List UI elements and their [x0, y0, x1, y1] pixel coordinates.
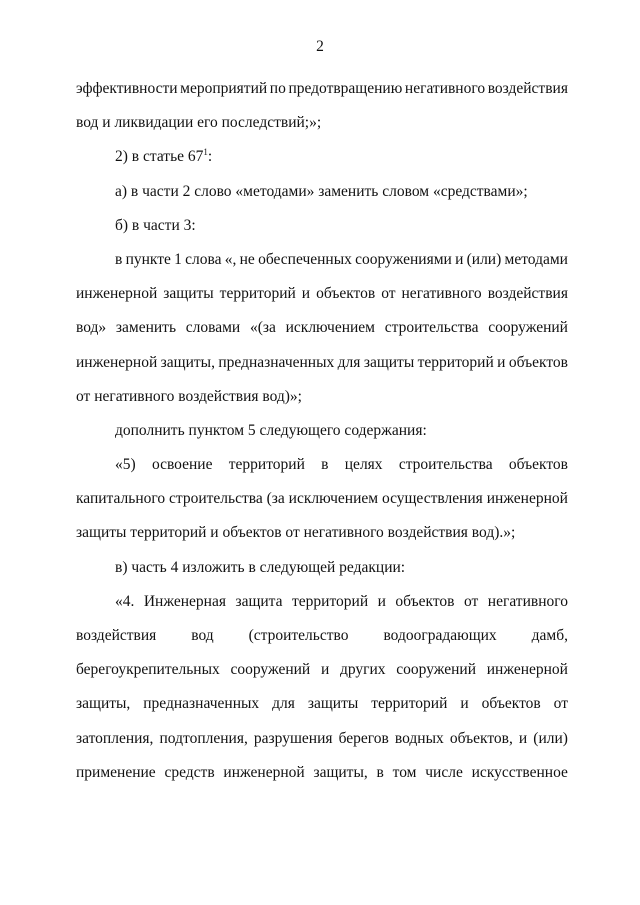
- document-body: [76, 72, 568, 790]
- word: территорий: [417, 353, 494, 371]
- text-line: [76, 414, 568, 448]
- word: защиты: [307, 695, 359, 713]
- word: предотвращению: [288, 80, 403, 97]
- word: «5): [115, 456, 136, 474]
- word: и: [518, 729, 528, 747]
- word: числе: [425, 763, 463, 781]
- word: и: [320, 661, 330, 679]
- word: исключением: [288, 490, 379, 508]
- word: и: [460, 695, 469, 713]
- word: (за: [266, 490, 285, 508]
- word: и: [301, 285, 311, 303]
- text-line: [76, 346, 568, 380]
- line-text: дополнить пунктом 5 следующего содержания:: [115, 421, 427, 439]
- line-text: от негативного воздействия вод)»;: [76, 387, 302, 405]
- word: (или): [466, 250, 502, 268]
- word: том: [392, 763, 417, 781]
- text-line: [76, 311, 568, 345]
- word: заменить: [115, 319, 177, 337]
- word: инженерной: [223, 763, 305, 781]
- word: сооружений: [488, 319, 568, 337]
- word: в: [115, 250, 123, 268]
- text-line: [76, 448, 568, 482]
- word: воздействия: [487, 285, 568, 303]
- word: от: [463, 592, 479, 610]
- word: вод: [191, 627, 214, 644]
- word: Инженерная: [143, 592, 226, 610]
- word: водных: [394, 729, 444, 747]
- text-line: [76, 482, 568, 516]
- word: объектов: [316, 285, 376, 303]
- word: применение: [76, 763, 156, 781]
- text-line: [76, 140, 568, 174]
- word: воздействия: [487, 80, 568, 97]
- word: (строительство: [248, 627, 349, 644]
- word: и: [497, 353, 506, 371]
- word: строительства: [398, 456, 493, 474]
- word: по: [269, 80, 286, 97]
- word: осуществления: [381, 490, 483, 508]
- text-line: [76, 516, 568, 550]
- text-line: [76, 175, 568, 209]
- word: территорий: [219, 285, 296, 303]
- word: от: [381, 285, 396, 303]
- word: целях: [344, 456, 383, 474]
- line-text: 2) в статье 67: [115, 148, 204, 166]
- word: исключением: [285, 319, 375, 337]
- word: для: [337, 353, 361, 371]
- word: освоение: [151, 456, 213, 474]
- word: словами: [185, 319, 241, 337]
- word: защиты,: [76, 695, 131, 713]
- word: объектов: [481, 695, 541, 713]
- line-tail: :: [207, 148, 213, 166]
- word: предназначенных: [218, 353, 335, 371]
- word: защита: [235, 592, 283, 610]
- word: капитального: [76, 490, 166, 508]
- line-text: а) в части 2 слово «методами» заменить словом «средствами»;: [115, 182, 528, 200]
- word: инженерной: [76, 285, 158, 303]
- word: «,: [224, 250, 237, 268]
- word: «(за: [249, 319, 276, 337]
- line-text: вод и ликвидации его последствий;»;: [76, 114, 322, 132]
- word: пункте: [125, 250, 171, 268]
- word: инженерной: [486, 490, 568, 508]
- word: сооружениями: [355, 250, 452, 268]
- word: подтопления,: [159, 729, 248, 747]
- word: негативного: [401, 285, 482, 303]
- word: предназначенных: [143, 695, 260, 713]
- word: в: [321, 456, 329, 474]
- text-line: [76, 756, 568, 790]
- superscript: 1: [203, 147, 208, 158]
- line-text: в) часть 4 изложить в следующей редакции:: [115, 558, 406, 576]
- word: и: [377, 592, 386, 610]
- text-line: [76, 243, 568, 277]
- text-line: [76, 551, 568, 585]
- word: берегов: [338, 729, 389, 747]
- line-text: б) в части 3:: [115, 216, 196, 234]
- word: территорий: [228, 456, 305, 474]
- word: строительства: [384, 319, 479, 337]
- word: средств: [164, 763, 215, 781]
- word: защиты,: [160, 353, 215, 371]
- word: защиты: [163, 285, 214, 303]
- word: территорий: [292, 592, 369, 610]
- word: 1: [174, 250, 182, 268]
- word: вод»: [76, 319, 107, 337]
- word: сооружений: [230, 661, 311, 679]
- text-line: [76, 722, 568, 756]
- word: не: [239, 250, 255, 268]
- word: «4.: [115, 592, 135, 610]
- text-line: [76, 687, 568, 721]
- word: объектов: [508, 456, 568, 474]
- word: слова: [185, 250, 222, 268]
- word: территорий: [371, 695, 448, 713]
- word: мероприятий: [180, 80, 268, 97]
- word: воздействия: [76, 627, 157, 644]
- word: инженерной: [486, 661, 568, 679]
- text-line: [76, 106, 568, 140]
- word: объектов,: [449, 729, 513, 747]
- word: в: [376, 763, 384, 781]
- word: от: [553, 695, 568, 713]
- word: эффективности: [76, 80, 178, 97]
- text-line: [76, 619, 568, 653]
- word: негативного: [487, 592, 568, 610]
- word: водооградающих: [383, 627, 497, 644]
- word: негативного: [404, 80, 486, 97]
- word: сооружений: [396, 661, 477, 679]
- word: разрушения: [253, 729, 333, 747]
- text-line: [76, 380, 568, 414]
- word: обеспеченных: [258, 250, 352, 268]
- text-line: [76, 585, 568, 619]
- word: берегоукрепительных: [76, 661, 220, 679]
- word: инженерной: [76, 353, 158, 371]
- word: дамб,: [531, 627, 568, 644]
- word: объектов: [508, 353, 568, 371]
- word: объектов: [395, 592, 455, 610]
- word: защиты: [363, 353, 415, 371]
- word: других: [339, 661, 386, 679]
- line-text: защиты территорий и объектов от негативного воздействия вод).»;: [76, 524, 516, 542]
- word: для: [272, 695, 295, 713]
- word: затопления,: [76, 729, 154, 747]
- text-line: [76, 209, 568, 243]
- word: искусственное: [471, 763, 568, 781]
- text-line: [76, 277, 568, 311]
- page-number: 2: [316, 38, 324, 55]
- word: защиты,: [313, 763, 368, 781]
- text-line: [76, 72, 568, 106]
- word: строительства: [169, 490, 263, 508]
- word: (или): [533, 729, 568, 747]
- text-line: [76, 653, 568, 687]
- word: методами: [504, 250, 568, 268]
- word: и: [455, 250, 464, 268]
